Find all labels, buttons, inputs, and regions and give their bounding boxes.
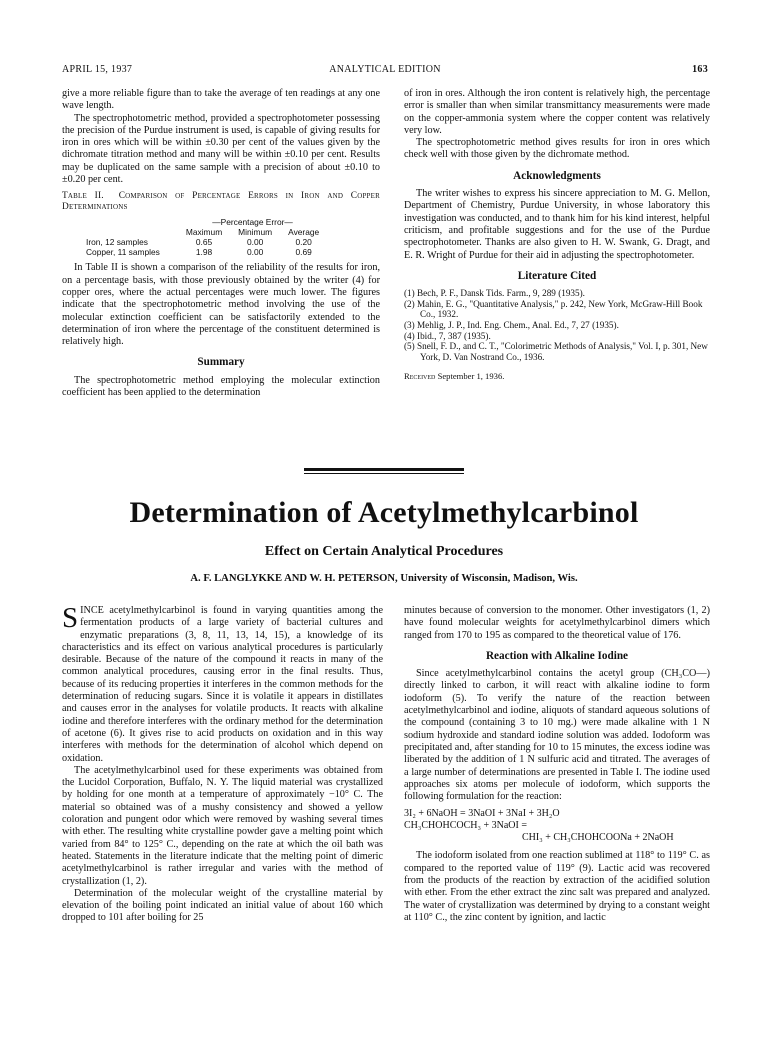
prev-paragraph: give a more reliable figure than to take the average of ten readings at any one wave length. — [62, 88, 380, 112]
summary-paragraph: The spectrophotometric method employing the molecular extinction coefficient has been applied to the determination — [62, 374, 380, 399]
table-row-label: Iron, 12 samples — [86, 237, 148, 248]
intro-text: INCE acetylmethylcarbinol is found in varying quantities among the fermentation products of a large variety of bacterial cultures and enzymatic preparations (3, 8, 11, 13, 14, 15), a knowledge of its characteristics and its effect on various analytical procedures is particularly desirable. Because of the nature of the compound it reacts in many of the common analytical procedures, causing error in the final results. Thus, because of its reducing properties it interferes in the common methods for the determination of reducing sugars. Since it is volatile it appears in distillates and causes error in the analyses for volatile products. It reacts with alkaline iodine and therefore interferes with the ordinary method for the determination of acetone (6). It gives rise to acid products on oxidation and in this way interferes with methods for the determination of alcohol which depend on oxidation. — [62, 605, 383, 764]
body-paragraph: minutes because of conversion to the monomer. Other investigators (1, 2) have found molecular weights for acetylmethylcarbinol dimers which ranged from 170 to 195 as compared to the theoretical value of 176. — [404, 605, 710, 641]
table-2-header-row — [86, 227, 327, 237]
article-title: Determination of Acetylmethylcarbinol — [129, 496, 639, 529]
header-date: APRIL 15, 1937 — [62, 64, 133, 75]
prev-article-left-column — [62, 88, 380, 399]
prev-paragraph: of iron in ores. Although the iron content is relatively high, the percentage error is smaller than when similar transmittancy measurements were made on the copper-ammonia system where the copper content was relatively very low. — [404, 88, 710, 136]
section-divider — [304, 468, 464, 471]
literature-cited-heading: Literature Cited — [517, 269, 597, 282]
equation: CH₃CHOHCOCH₃ + 3NaOI = — [404, 820, 527, 832]
equation: 3I₂ + 6NaOH = 3NaOI + 3NaI + 3H₂O — [404, 808, 560, 820]
running-header — [62, 64, 708, 78]
prev-paragraph: The spectrophotometric method gives results for iron in ores which check well with those given by the dichromate method. — [404, 137, 710, 161]
table-row — [86, 237, 327, 247]
acknowledgments-heading: Acknowledgments — [513, 169, 601, 182]
reference-item: (1) Bech, P. F., Dansk Tids. Farm., 9, 289 (1935). — [404, 288, 585, 299]
reaction-heading: Reaction with Alkaline Iodine — [485, 649, 629, 662]
reference-list — [404, 288, 710, 362]
prev-paragraph: In Table II is shown a comparison of the reliability of the results for iron, on a percentage basis, with those previously obtained by the writer (4) for copper ores, where the actual percentages were much lower. The figures indicate that the spectrophotometric method involving the use of the molecular extinction coefficient can be satisfactorily extended to the determination of iron where the percentage of the constituent determined is relatively high. — [62, 262, 380, 348]
header-page-number: 163 — [692, 64, 708, 75]
table-row — [86, 247, 327, 257]
table-2-group-header: —Percentage Error— — [212, 217, 293, 228]
article-left-column — [62, 602, 383, 925]
article-subtitle: Effect on Certain Analytical Procedures — [264, 544, 504, 559]
body-paragraph: Determination of the molecular weight of the crystalline material by elevation of the boiling point indicated an initial value of about 160 which dropped to 101 after boiling for 25 — [62, 887, 383, 924]
article-right-column — [404, 605, 710, 924]
reaction-equations — [404, 808, 710, 844]
reference-item: (5) Snell, F. D., and C. T., "Colorimetric Methods of Analysis," Vol. I, p. 301, New York, D. Van Nostrand Co., 1936. — [404, 341, 708, 362]
table-2-col-header: Average — [288, 227, 320, 238]
body-paragraph: Since acetylmethylcarbinol contains the acetyl group (CH₃CO—) directly linked to carbon, it will react with alkaline iodine to form iodoform (5). To verify the nature of the reaction between acetylmethylcarbinol and iodine, aliquots of standard aqueous solutions of the compound (containing 3 to 10 mg.) were made alkaline with 1 N sodium hydroxide and standard iodine solution was added. Iodoform was precipitated and, after standing for 10 to 15 minutes, the excess iodine was liberated by the addition of 1 N sulfuric acid and titrated. The averages of a large number of determinations are presented in Table I. The iodine used approaches six atoms per molecule of iodoform, which supports the following formulation for the reaction: — [404, 668, 710, 803]
received-note — [404, 370, 710, 382]
summary-heading: Summary — [197, 356, 245, 369]
reference-item: (2) Mahin, E. G., "Quantitative Analysis," p. 242, New York, McGraw-Hill Book Co., 1932. — [404, 298, 703, 320]
table-cell: 0.69 — [295, 247, 312, 258]
table-row-label: Copper, 11 samples — [86, 247, 160, 258]
table-cell: 1.98 — [195, 247, 213, 258]
table-2-label: Table II. — [62, 191, 104, 202]
reference-item: (3) Mehlig, J. P., Ind. Eng. Chem., Anal. Ed., 7, 27 (1935). — [404, 319, 619, 330]
table-cell: 0.00 — [247, 237, 264, 248]
reference-item: (4) Ibid., 7, 387 (1935). — [404, 330, 491, 341]
table-2-caption — [62, 191, 380, 213]
received-label: Received — [404, 371, 436, 382]
article-byline: A. F. LANGLYKKE AND W. H. PETERSON, University of Wisconsin, Madison, Wis. — [190, 573, 578, 584]
header-journal: ANALYTICAL EDITION — [329, 64, 441, 75]
received-date: September 1, 1936. — [437, 371, 505, 382]
table-cell: 0.00 — [247, 247, 264, 258]
table-cell: 0.20 — [295, 237, 312, 248]
prev-paragraph: The spectrophotometric method, provided a spectrophotometer possessing the precision of the Purdue instrument is used, is capable of giving results for iron in ores which will be within ±0.30 per cent of the values given by the dichromate titration method and many will be within ±0.10 per cent. Results may be duplicated on the same sample with a precision of about ±0.10 to ±0.20 per cent. — [62, 112, 380, 186]
table-2-col-header: Minimum — [238, 227, 273, 238]
acknowledgments-paragraph: The writer wishes to express his sincere appreciation to M. G. Mellon, Department of Chemistry, Purdue University, in whose laboratory this investigation was conducted, and to thank him for his kind interest, helpful criticism, and profitable suggestions and for the use of the Purdue spectrophotometer. Thanks are also given to H. W. Swank, G. Dragt, and E. R. Wright of Purdue for their aid in adjusting the spectrophotometer. — [404, 188, 710, 261]
equation: CHI₃ + CH₃CHOHCOONa + 2NaOH — [522, 832, 674, 844]
intro-paragraph — [62, 602, 383, 765]
table-2-title: Comparison of Percentage Errors in Iron and Copper Determinations — [62, 191, 380, 213]
table-cell: 0.65 — [195, 237, 213, 248]
body-paragraph: The acetylmethylcarbinol used for these experiments was obtained from the Lucidol Corporation, Buffalo, N. Y. The liquid material was crystallized by holding for one month at a temperature of approximately −10° C. The material so obtained was of a mushy consistency and showed a yellow coloration and pungent odor which were removed by washing several times with ether. The resulting white crystalline powder gave a melting point which varied from 84° to 125° C., depending on the rate at which the oil bath was heated. Statements in the literature indicate that the melting point of dimeric acetylmethylcarbinol is rather irregular and varies with the method of crystallization (1, 2). — [62, 764, 383, 887]
prev-article-right-column — [404, 88, 710, 383]
body-paragraph: The iodoform isolated from one reaction sublimed at 118° to 119° C. as compared to the reported value of 119° (9). Lactic acid was recovered from the products of the reaction by extraction of the acidified solution with ether. From the ether extract the zinc salt was prepared and analyzed. The water of crystallization was determined by drying to a constant weight at 110° C., the zinc content by ignition, and lactic — [404, 850, 710, 923]
table-2-col-header: Maximum — [185, 227, 223, 238]
drop-cap: S — [62, 602, 79, 634]
table-2 — [86, 217, 327, 257]
section-divider — [304, 473, 464, 474]
